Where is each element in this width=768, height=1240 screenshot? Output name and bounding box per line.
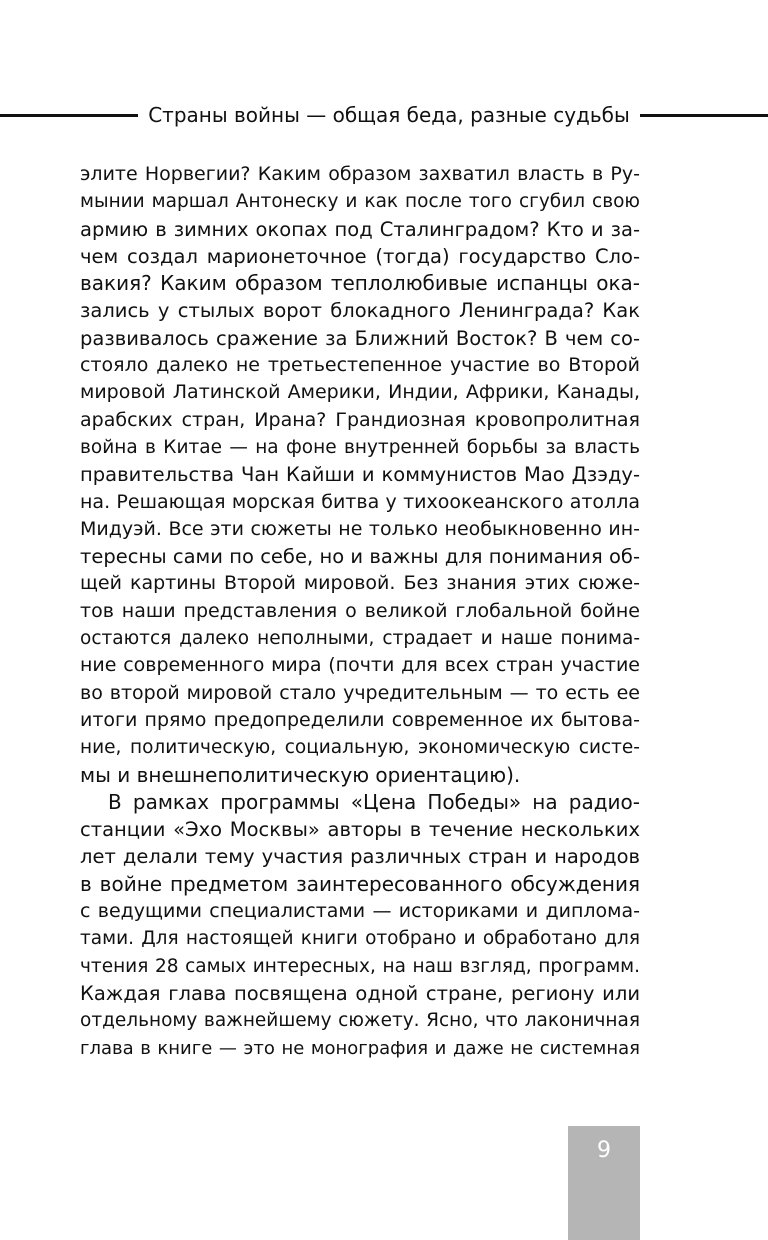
text-line: тами. Для настоящей книги отобрано и обработано для [80,928,640,950]
text-line: армию в зимних окопах под Сталинградом? Кто и за- [80,217,640,241]
text-line: мынии маршал Антонеску и как после того сгубил свою [80,191,640,213]
text-line: итоги прямо предопределили современное их бытова- [80,708,640,731]
text-line: ние, политическую, социальную, экономическую систе- [80,737,640,759]
text-line: война в Китае — на фоне внутренней борьбы за власть [80,436,640,458]
text-line: вакия? Каким образом теплолюбивые испанцы ока- [80,271,640,296]
text-line: щей картины Второй мировой. Без знания этих сюже- [80,572,640,595]
text-line: на. Решающая морская битва у тихоокеанского атолла [80,490,640,513]
text-line: во второй мировой стало учредительным — то есть ее [80,681,640,704]
text-line: зались у стылых ворот блокадного Ленинграда? Как [80,299,640,323]
text-line: Каждая глава посвящена одной стране, региону или [80,981,640,1005]
text-line: арабских стран, Ирана? Грандиозная кровопролитная [80,408,640,431]
text-line: с ведущими специалистами — историками и диплома- [80,900,640,923]
text-line: развивалось сражение за Ближний Восток? В чем со- [80,326,640,350]
header-rule-right [640,114,768,117]
text-line: тересны сами по себе, но и важны для понимания об- [80,545,640,569]
text-line: ние современного мира (почти для всех стран участие [80,654,640,677]
text-line-paragraph-start: В рамках программы «Цена Победы» на радио- [108,789,640,814]
text-line: остаются далеко неполными, страдает и наше понима- [80,628,640,650]
text-line: правительства Чан Кайши и коммунистов Мао Дзэду- [80,463,640,487]
text-line: Мидуэй. Все эти сюжеты не только необыкновенно ин- [80,517,640,540]
text-line: лет делали тему участия различных стран и народов [80,845,640,869]
running-header-title: Страны войны — общая беда, разные судьбы [148,103,630,127]
text-line: чтения 28 самых интересных, на наш взгляд, программ. [80,955,640,977]
body-text [80,161,640,1062]
text-line: элите Норвегии? Каким образом захватил власть в Ру- [80,163,640,185]
text-line: отдельному важнейшему сюжету. Ясно, что лаконичная [80,1010,640,1032]
text-line: мировой Латинской Америки, Индии, Африки, Канады, [80,381,640,404]
text-line: стояло далеко не третьестепенное участие во Второй [80,354,640,377]
page-number-tab [568,1126,640,1240]
text-line: тов наши представления о великой глобальной бойне [80,599,640,622]
text-line: чем создал марионеточное (тогда) государство Сло- [80,244,640,268]
text-line: станции «Эхо Москвы» авторы в течение нескольких [80,818,640,842]
running-header [0,100,768,130]
text-line: глава в книге — это не монография и даже не системная [80,1037,640,1059]
page-number: 9 [597,1138,611,1163]
header-rule-left [0,114,138,117]
text-line: в войне предметом заинтересованного обсуждения [80,871,640,896]
text-line-paragraph-end: мы и внешнеполитическую ориентацию). [80,762,521,787]
